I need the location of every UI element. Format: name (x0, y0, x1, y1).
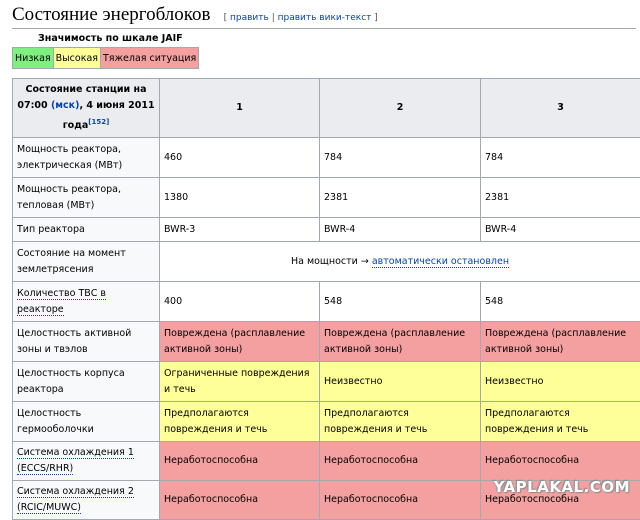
cell-value-high: Ограниченные повреждения и течь (160, 362, 320, 402)
legend-severe: Тяжелая ситуация (100, 48, 198, 69)
edit-wiki-link[interactable]: править вики-текст (278, 13, 372, 23)
cell-value: BWR-4 (320, 218, 481, 242)
table-row (13, 138, 640, 178)
legend-high: Высокая (53, 48, 100, 69)
column-header-unit-2: 2 (320, 79, 481, 138)
severity-legend (12, 47, 199, 69)
cell-value-severe: Неработоспособна (320, 442, 481, 481)
table-row (13, 362, 640, 402)
table-row (13, 282, 640, 322)
cell-value-severe: Неработоспособна (481, 442, 640, 481)
section-heading (12, 2, 636, 29)
cell-value: 548 (481, 282, 640, 322)
row-label: Целостность корпуса реактора (13, 362, 160, 402)
cell-value-severe: Неработоспособна (160, 481, 320, 520)
auto-shutdown-link[interactable]: автоматически остановлен (372, 256, 509, 268)
reference-link[interactable]: [152] (88, 118, 109, 126)
cell-value-high: Предполагаются повреждения и течь (320, 402, 481, 442)
row-label: Целостность гермооболочки (13, 402, 160, 442)
cell-value: 460 (160, 138, 320, 178)
edit-section-links: [ править | править вики-текст ] (224, 13, 378, 23)
row-label: Целостность активной зоны и твэлов (13, 322, 160, 362)
row-label (13, 442, 160, 481)
cooling-system-1-abbr[interactable]: Система охлаждения 1 (ECCS/RHR) (17, 447, 134, 475)
cell-merged-value: На мощности → автоматически остановлен (160, 242, 640, 282)
row-label (13, 282, 160, 322)
row-label (13, 481, 160, 520)
table-row (13, 322, 640, 362)
cell-value: 548 (320, 282, 481, 322)
row-label: Тип реактора (13, 218, 160, 242)
cell-value: 2381 (320, 178, 481, 218)
scale-caption: Значимость по шкале JAIF (38, 33, 183, 44)
cell-value-severe: Повреждена (расплавление активной зоны) (481, 322, 640, 362)
cooling-system-2-abbr[interactable]: Система охлаждения 2 (RCIC/MUWC) (17, 486, 134, 514)
edit-link[interactable]: править (230, 13, 269, 23)
reactor-status-table (12, 78, 640, 520)
section-title: Состояние энергоблоков (12, 4, 211, 25)
cell-value-high: Неизвестно (481, 362, 640, 402)
cell-value-high: Предполагаются повреждения и течь (481, 402, 640, 442)
table-header-station-state: Состояние станции на 07:00 (мск), 4 июня 2011 года[152] (13, 79, 160, 138)
cell-value-severe: Неработоспособна (481, 481, 640, 520)
cell-value-high: Предполагаются повреждения и течь (160, 402, 320, 442)
cell-value-severe: Повреждена (расплавление активной зоны) (160, 322, 320, 362)
table-row (13, 218, 640, 242)
legend-low: Низкая (13, 48, 54, 69)
table-row (13, 442, 640, 481)
table-row (13, 242, 640, 282)
column-header-unit-1: 1 (160, 79, 320, 138)
cell-value: 784 (481, 138, 640, 178)
cell-value: 1380 (160, 178, 320, 218)
row-label: Состояние на момент землетрясения (13, 242, 160, 282)
cell-value: 784 (320, 138, 481, 178)
row-label: Мощность реактора, тепловая (МВт) (13, 178, 160, 218)
cell-value: 400 (160, 282, 320, 322)
table-row (13, 402, 640, 442)
msk-timezone-link[interactable]: (мск) (51, 100, 80, 111)
cell-value-severe: Неработоспособна (320, 481, 481, 520)
cell-value-high: Неизвестно (320, 362, 481, 402)
row-label: Мощность реактора, электрическая (МВт) (13, 138, 160, 178)
column-header-unit-3: 3 (481, 79, 640, 138)
fuel-assemblies-abbr[interactable]: Количество ТВС в реакторе (17, 288, 106, 316)
cell-value: BWR-3 (160, 218, 320, 242)
cell-value: BWR-4 (481, 218, 640, 242)
table-row (13, 178, 640, 218)
watermark-logo: YAPLAKAL.COM (494, 478, 630, 496)
cell-value-severe: Неработоспособна (160, 442, 320, 481)
cell-value-severe: Повреждена (расплавление активной зоны) (320, 322, 481, 362)
cell-value: 2381 (481, 178, 640, 218)
